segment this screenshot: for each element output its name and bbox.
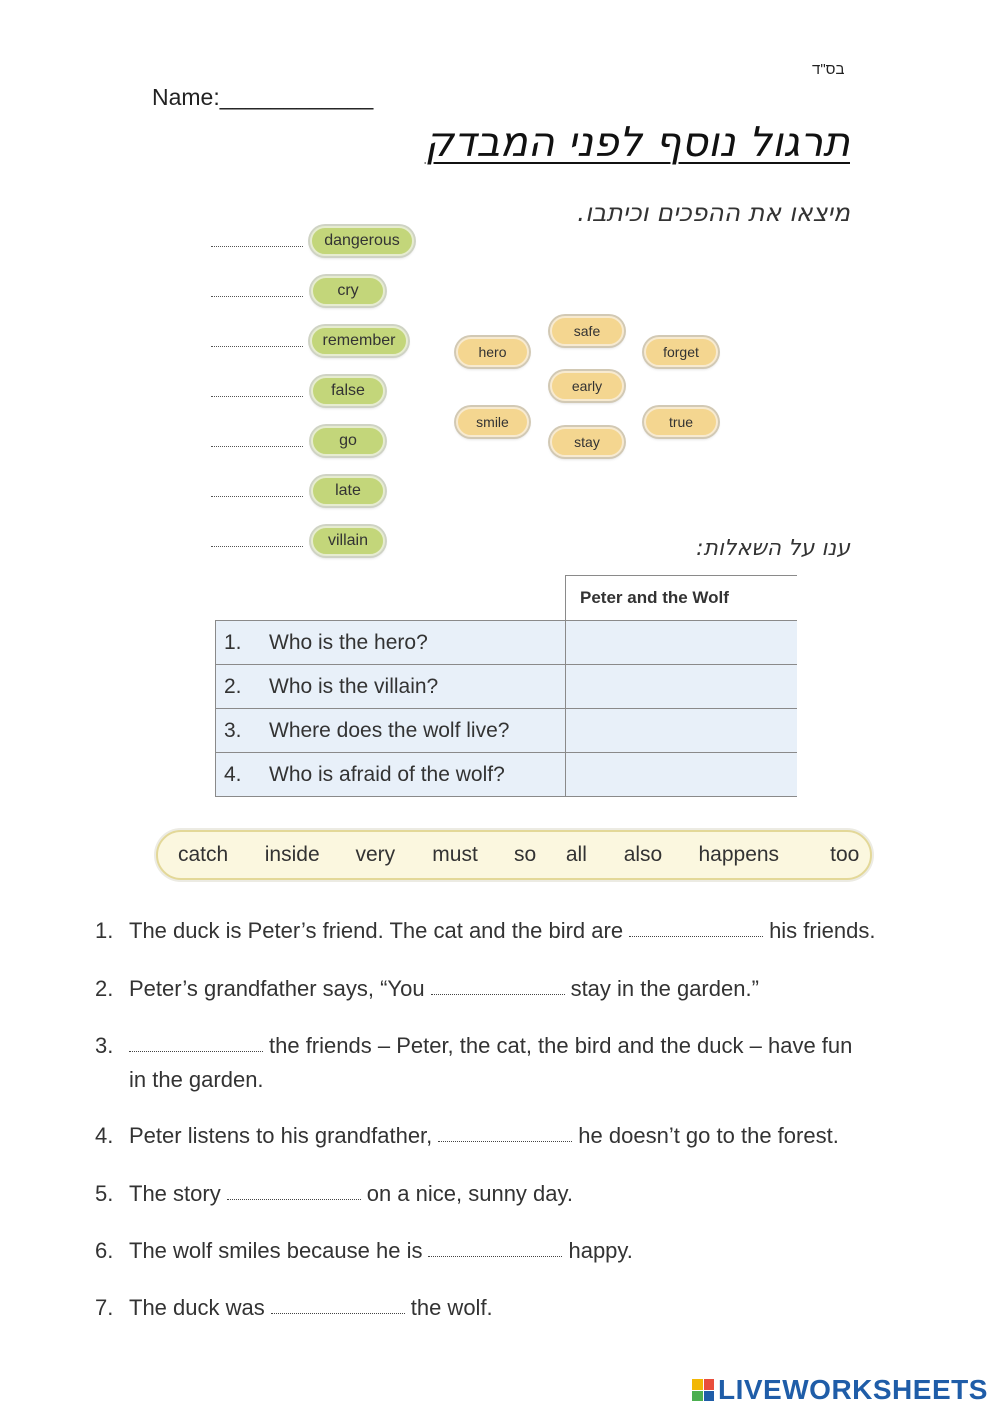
table-row [216, 709, 798, 753]
word-pill-villain: villain [311, 526, 385, 556]
word-pill-early: early [550, 371, 624, 401]
sentence: 4. Peter listens to his grandfather, he doesn’t go to the forest. [95, 1123, 839, 1148]
word-pill-dangerous: dangerous [310, 226, 414, 256]
fill-blank[interactable] [227, 1199, 361, 1200]
word-pill-cry: cry [311, 276, 385, 306]
word-pill-smile: smile [456, 407, 529, 437]
liveworksheets-logo [692, 1374, 988, 1406]
word-pill-stay: stay [550, 427, 624, 457]
answer-line[interactable] [211, 546, 303, 547]
question-number: 1. [224, 630, 242, 654]
brand-name: LIVEWORKSHEETS [718, 1374, 988, 1405]
sentence: 3. the friends – Peter, the cat, the bird and the duck – have fun in the garden. [95, 1033, 853, 1092]
fill-blank[interactable] [129, 1051, 263, 1052]
sentence: 6. The wolf smiles because he is happy. [95, 1238, 633, 1263]
question-number: 3. [224, 718, 242, 742]
word-pill-remember: remember [310, 326, 408, 356]
table-row [216, 665, 798, 709]
page-title: תרגול נוסף לפני המבדק [424, 118, 850, 166]
word-pill-true: true [644, 407, 718, 437]
answer-line[interactable] [211, 346, 303, 347]
opposites-instruction: מיצאו את ההפכים וכיתבו. [577, 198, 850, 227]
word-bank-item: also [623, 843, 663, 866]
answer-line[interactable] [211, 446, 303, 447]
sentence: 5. The story on a nice, sunny day. [95, 1181, 573, 1206]
word-bank [156, 830, 872, 880]
column-header: Peter and the Wolf [566, 576, 798, 621]
questions-instruction: ענו על השאלות: [696, 536, 850, 561]
question-number: 4. [224, 762, 242, 786]
word-pill-safe: safe [550, 316, 624, 346]
word-pill-hero: hero [456, 337, 529, 367]
fill-blank[interactable] [431, 994, 565, 995]
sentence: 7. The duck was the wolf. [95, 1295, 493, 1320]
question-text: Who is the villain? [269, 674, 439, 698]
word-bank-item: happens [698, 843, 780, 866]
word-pill-go: go [311, 426, 385, 456]
question-text: Who is the hero? [269, 630, 428, 654]
word-pill-forget: forget [644, 337, 718, 367]
questions-table [215, 575, 797, 797]
answer-cell[interactable] [566, 621, 798, 665]
answer-line[interactable] [211, 246, 303, 247]
word-bank-item: catch [178, 843, 229, 866]
answer-cell[interactable] [566, 665, 798, 709]
word-bank-item: inside [264, 843, 320, 866]
question-number: 2. [224, 674, 242, 698]
word-bank-item: very [355, 843, 396, 866]
table-row [216, 753, 798, 797]
fill-blank[interactable] [629, 936, 763, 937]
fill-blank[interactable] [271, 1313, 405, 1314]
fill-blank[interactable] [438, 1141, 572, 1142]
table-row [216, 621, 798, 665]
word-pill-false: false [311, 376, 385, 406]
bsd-header: בס"ד [812, 61, 845, 78]
word-bank-item: too [830, 843, 860, 866]
liveworksheets-icon [692, 1379, 714, 1401]
word-bank-item: must [432, 843, 478, 866]
word-bank-item: all [565, 843, 587, 866]
word-bank-item: so [514, 843, 537, 866]
answer-line[interactable] [211, 396, 303, 397]
question-text: Who is afraid of the wolf? [269, 762, 505, 786]
answer-cell[interactable] [566, 753, 798, 797]
answer-line[interactable] [211, 496, 303, 497]
word-pill-late: late [311, 476, 385, 506]
sentence: 2. Peter’s grandfather says, “You stay in the garden.” [95, 976, 759, 1001]
name-label: Name:____________ [152, 84, 374, 110]
answer-cell[interactable] [566, 709, 798, 753]
question-text: Where does the wolf live? [269, 718, 510, 742]
fill-blank[interactable] [428, 1256, 562, 1257]
sentence: 1. The duck is Peter’s friend. The cat and the bird are his friends. [95, 918, 876, 943]
answer-line[interactable] [211, 296, 303, 297]
